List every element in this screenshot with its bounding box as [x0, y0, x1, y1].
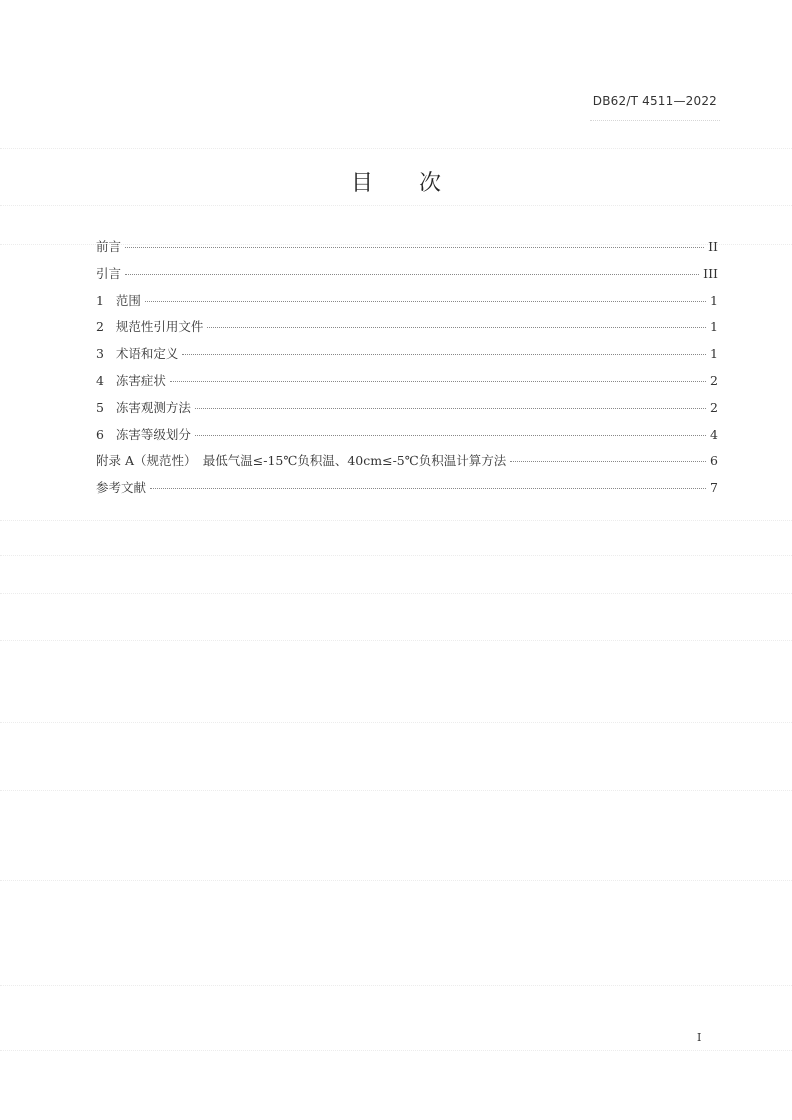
toc-entry-grade-classification[interactable]: [96, 425, 718, 452]
toc-entry-label: 前言: [96, 239, 122, 254]
toc-entry-number: 5: [96, 399, 104, 415]
toc-entry-label: 规范性引用文件: [115, 319, 204, 335]
toc-entry-page: 1: [710, 292, 718, 308]
toc-entry-observation-methods[interactable]: [96, 398, 718, 425]
background-line: [0, 722, 792, 723]
toc-entry-number: 4: [96, 372, 104, 388]
toc-entry-page: II: [708, 239, 718, 254]
toc-entry-number: 2: [96, 319, 104, 335]
toc-leader: [170, 381, 706, 382]
toc-entry-number: 3: [96, 346, 104, 362]
toc-entry-page: III: [703, 265, 718, 281]
toc-entry-normative-references[interactable]: [96, 317, 718, 344]
toc-leader: [195, 408, 706, 409]
toc-entry-introduction[interactable]: [96, 264, 718, 291]
toc-entry-page: 1: [710, 346, 718, 362]
toc-entry-label: 引言: [96, 265, 122, 281]
toc-leader: [145, 301, 706, 302]
title-char-2: 次: [419, 171, 442, 196]
toc-leader: [125, 247, 704, 248]
toc-entry-bibliography[interactable]: [96, 478, 718, 505]
toc-entry-label: 术语和定义: [115, 346, 179, 362]
toc-entry-page: 7: [710, 480, 718, 496]
toc-entry-terms[interactable]: [96, 344, 718, 371]
toc-leader: [195, 435, 706, 436]
toc-leader: [125, 274, 699, 275]
toc-leader: [510, 461, 706, 462]
toc-entry-label: 冻害症状: [115, 372, 166, 388]
background-line: [0, 640, 792, 641]
toc-entry-page: 1: [710, 319, 718, 335]
background-line: [0, 790, 792, 791]
title-char-1: 目: [350, 171, 373, 196]
toc-entry-freeze-symptoms[interactable]: [96, 371, 718, 398]
footer-page-number: I: [697, 1031, 702, 1044]
toc-entry-scope[interactable]: [96, 291, 718, 318]
background-line: [0, 205, 792, 206]
toc-entry-appendix-a[interactable]: [96, 451, 718, 478]
background-line: [0, 880, 792, 881]
toc-entry-preface[interactable]: [96, 237, 718, 264]
header-rule: [590, 120, 720, 121]
background-line: [0, 520, 792, 521]
page-title: [0, 166, 792, 197]
toc-entry-label: 范围: [115, 292, 141, 308]
background-line: [0, 148, 792, 149]
toc-entry-label: 冻害等级划分: [115, 426, 191, 442]
toc-entry-page: 6: [710, 453, 718, 469]
document-code: DB62/T 4511—2022: [592, 94, 717, 108]
background-line: [0, 985, 792, 986]
background-line: [0, 555, 792, 556]
toc-leader: [150, 488, 706, 489]
toc-entry-label: 冻害观测方法: [115, 399, 191, 415]
toc-entry-label: 参考文献: [96, 480, 147, 496]
background-line: [0, 1050, 792, 1051]
toc-leader: [207, 327, 706, 328]
toc-leader: [182, 354, 706, 355]
toc-entry-page: 2: [710, 399, 718, 415]
toc-entry-number: 1: [96, 292, 104, 308]
background-line: [0, 593, 792, 594]
table-of-contents: [96, 237, 718, 505]
toc-entry-label: 附录 A（规范性） 最低气温≤-15℃负积温、40cm≤-5℃负积温计算方法: [96, 453, 507, 469]
toc-entry-page: 2: [710, 372, 718, 388]
toc-entry-number: 6: [96, 426, 104, 442]
toc-entry-page: 4: [710, 426, 718, 442]
